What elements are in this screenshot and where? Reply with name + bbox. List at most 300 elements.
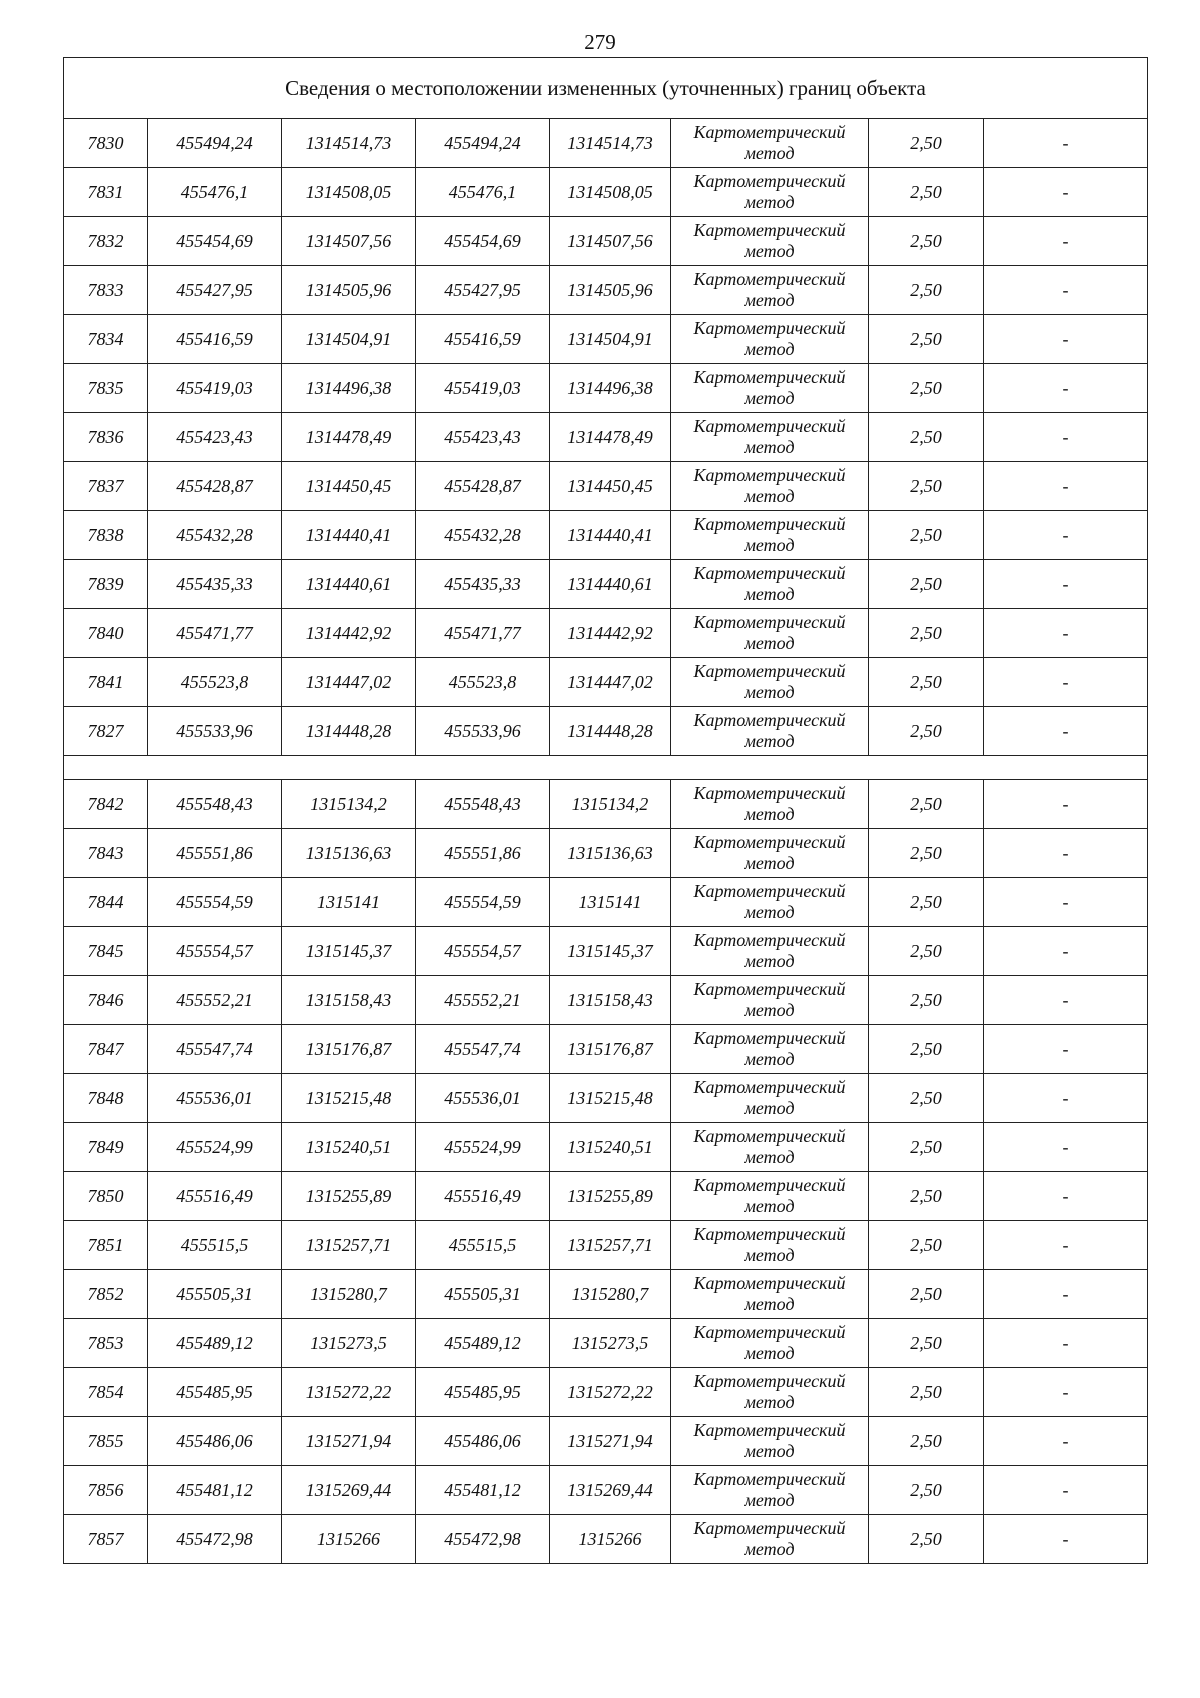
existing-y-cell: 1315271,94 [282, 1417, 416, 1466]
method-cell [671, 1025, 869, 1074]
method-text [693, 661, 845, 703]
method-line: Картометрический [693, 661, 846, 681]
refined-x-cell: 455454,69 [416, 217, 550, 266]
refined-y-cell: 1315280,7 [550, 1270, 671, 1319]
method-cell [671, 1123, 869, 1172]
accuracy-cell: 2,50 [869, 1368, 984, 1417]
point-number-cell: 7854 [64, 1368, 148, 1417]
existing-x-cell: 455423,43 [148, 413, 282, 462]
method-text [693, 1518, 845, 1560]
method-line: Картометрический [693, 1420, 846, 1440]
method-text [693, 465, 845, 507]
existing-x-cell: 455432,28 [148, 511, 282, 560]
table-row [64, 609, 1148, 658]
method-line: метод [744, 388, 795, 408]
note-cell: - [984, 266, 1148, 315]
existing-y-cell: 1315272,22 [282, 1368, 416, 1417]
point-number-cell: 7833 [64, 266, 148, 315]
method-text [693, 1322, 845, 1364]
refined-y-cell: 1315145,37 [550, 927, 671, 976]
method-line: Картометрический [693, 710, 846, 730]
refined-x-cell: 455423,43 [416, 413, 550, 462]
refined-y-cell: 1314478,49 [550, 413, 671, 462]
method-cell [671, 1466, 869, 1515]
note-cell: - [984, 1270, 1148, 1319]
note-cell: - [984, 927, 1148, 976]
refined-x-cell: 455524,99 [416, 1123, 550, 1172]
accuracy-cell: 2,50 [869, 119, 984, 168]
method-line: Картометрический [693, 1028, 846, 1048]
point-number-cell: 7836 [64, 413, 148, 462]
refined-y-cell: 1314450,45 [550, 462, 671, 511]
table-row [64, 829, 1148, 878]
method-text [693, 220, 845, 262]
point-number-cell: 7837 [64, 462, 148, 511]
accuracy-cell: 2,50 [869, 266, 984, 315]
note-cell: - [984, 1074, 1148, 1123]
method-cell [671, 1319, 869, 1368]
point-number-cell: 7852 [64, 1270, 148, 1319]
existing-x-cell: 455554,57 [148, 927, 282, 976]
accuracy-cell: 2,50 [869, 829, 984, 878]
refined-x-cell: 455428,87 [416, 462, 550, 511]
refined-x-cell: 455551,86 [416, 829, 550, 878]
method-line: метод [744, 437, 795, 457]
method-line: метод [744, 143, 795, 163]
refined-y-cell: 1314447,02 [550, 658, 671, 707]
existing-x-cell: 455505,31 [148, 1270, 282, 1319]
existing-y-cell: 1315269,44 [282, 1466, 416, 1515]
table-row [64, 1368, 1148, 1417]
note-cell: - [984, 315, 1148, 364]
method-line: Картометрический [693, 1077, 846, 1097]
table-body [64, 58, 1148, 1564]
refined-x-cell: 455472,98 [416, 1515, 550, 1564]
method-text [693, 1420, 845, 1462]
method-line: метод [744, 902, 795, 922]
refined-y-cell: 1315269,44 [550, 1466, 671, 1515]
point-number-cell: 7831 [64, 168, 148, 217]
method-text [693, 318, 845, 360]
method-text [693, 1371, 845, 1413]
note-cell: - [984, 1319, 1148, 1368]
method-text [693, 269, 845, 311]
method-line: Картометрический [693, 612, 846, 632]
method-line: Картометрический [693, 122, 846, 142]
existing-x-cell: 455489,12 [148, 1319, 282, 1368]
method-cell [671, 609, 869, 658]
method-line: Картометрический [693, 563, 846, 583]
existing-y-cell: 1315240,51 [282, 1123, 416, 1172]
point-number-cell: 7842 [64, 780, 148, 829]
note-cell: - [984, 976, 1148, 1025]
table-row [64, 707, 1148, 756]
method-line: Картометрический [693, 832, 846, 852]
method-text [693, 563, 845, 605]
point-number-cell: 7838 [64, 511, 148, 560]
method-cell [671, 658, 869, 707]
existing-y-cell: 1315215,48 [282, 1074, 416, 1123]
refined-y-cell: 1314440,41 [550, 511, 671, 560]
method-line: метод [744, 192, 795, 212]
method-line: Картометрический [693, 783, 846, 803]
accuracy-cell: 2,50 [869, 1221, 984, 1270]
method-text [693, 1273, 845, 1315]
existing-y-cell: 1314440,41 [282, 511, 416, 560]
method-line: Картометрический [693, 318, 846, 338]
method-cell [671, 364, 869, 413]
accuracy-cell: 2,50 [869, 364, 984, 413]
table-row [64, 927, 1148, 976]
method-line: метод [744, 853, 795, 873]
refined-y-cell: 1314505,96 [550, 266, 671, 315]
refined-x-cell: 455523,8 [416, 658, 550, 707]
method-text [693, 612, 845, 654]
existing-y-cell: 1314514,73 [282, 119, 416, 168]
accuracy-cell: 2,50 [869, 462, 984, 511]
note-cell: - [984, 1025, 1148, 1074]
point-number-cell: 7851 [64, 1221, 148, 1270]
method-line: метод [744, 1539, 795, 1559]
refined-y-cell: 1314507,56 [550, 217, 671, 266]
table-row [64, 976, 1148, 1025]
refined-y-cell: 1315257,71 [550, 1221, 671, 1270]
existing-y-cell: 1314478,49 [282, 413, 416, 462]
method-line: Картометрический [693, 269, 846, 289]
method-cell [671, 1074, 869, 1123]
method-text [693, 514, 845, 556]
accuracy-cell: 2,50 [869, 658, 984, 707]
method-cell [671, 217, 869, 266]
method-cell [671, 511, 869, 560]
table-row [64, 1221, 1148, 1270]
table-row [64, 1123, 1148, 1172]
point-number-cell: 7850 [64, 1172, 148, 1221]
point-number-cell: 7846 [64, 976, 148, 1025]
point-number-cell: 7839 [64, 560, 148, 609]
method-cell [671, 1515, 869, 1564]
method-text [693, 979, 845, 1021]
refined-y-cell: 1315266 [550, 1515, 671, 1564]
existing-y-cell: 1315266 [282, 1515, 416, 1564]
point-number-cell: 7856 [64, 1466, 148, 1515]
refined-y-cell: 1315271,94 [550, 1417, 671, 1466]
table-row [64, 119, 1148, 168]
refined-y-cell: 1314508,05 [550, 168, 671, 217]
method-cell [671, 315, 869, 364]
refined-x-cell: 455516,49 [416, 1172, 550, 1221]
accuracy-cell: 2,50 [869, 413, 984, 462]
existing-x-cell: 455486,06 [148, 1417, 282, 1466]
table-row [64, 266, 1148, 315]
method-line: метод [744, 1245, 795, 1265]
point-number-cell: 7827 [64, 707, 148, 756]
existing-y-cell: 1315145,37 [282, 927, 416, 976]
point-number-cell: 7832 [64, 217, 148, 266]
separator-cell [64, 756, 1148, 780]
method-line: метод [744, 682, 795, 702]
existing-y-cell: 1314447,02 [282, 658, 416, 707]
existing-y-cell: 1315176,87 [282, 1025, 416, 1074]
table-row [64, 780, 1148, 829]
existing-x-cell: 455427,95 [148, 266, 282, 315]
table-row [64, 658, 1148, 707]
refined-x-cell: 455435,33 [416, 560, 550, 609]
existing-y-cell: 1315257,71 [282, 1221, 416, 1270]
method-cell [671, 976, 869, 1025]
existing-y-cell: 1314448,28 [282, 707, 416, 756]
accuracy-cell: 2,50 [869, 1319, 984, 1368]
existing-y-cell: 1314442,92 [282, 609, 416, 658]
refined-x-cell: 455548,43 [416, 780, 550, 829]
note-cell: - [984, 168, 1148, 217]
method-line: метод [744, 731, 795, 751]
method-cell [671, 780, 869, 829]
existing-x-cell: 455428,87 [148, 462, 282, 511]
existing-x-cell: 455471,77 [148, 609, 282, 658]
method-cell [671, 119, 869, 168]
existing-y-cell: 1314504,91 [282, 315, 416, 364]
method-line: Картометрический [693, 416, 846, 436]
refined-x-cell: 455489,12 [416, 1319, 550, 1368]
method-line: Картометрический [693, 979, 846, 999]
accuracy-cell: 2,50 [869, 1025, 984, 1074]
point-number-cell: 7853 [64, 1319, 148, 1368]
method-line: метод [744, 1000, 795, 1020]
note-cell: - [984, 1221, 1148, 1270]
existing-y-cell: 1314508,05 [282, 168, 416, 217]
method-line: Картометрический [693, 1518, 846, 1538]
method-text [693, 1469, 845, 1511]
method-line: метод [744, 1343, 795, 1363]
accuracy-cell: 2,50 [869, 560, 984, 609]
method-text [693, 1077, 845, 1119]
accuracy-cell: 2,50 [869, 168, 984, 217]
method-text [693, 710, 845, 752]
refined-y-cell: 1314440,61 [550, 560, 671, 609]
accuracy-cell: 2,50 [869, 707, 984, 756]
table-row [64, 217, 1148, 266]
refined-y-cell: 1314514,73 [550, 119, 671, 168]
point-number-cell: 7841 [64, 658, 148, 707]
accuracy-cell: 2,50 [869, 1417, 984, 1466]
refined-x-cell: 455536,01 [416, 1074, 550, 1123]
existing-x-cell: 455416,59 [148, 315, 282, 364]
note-cell: - [984, 364, 1148, 413]
method-line: метод [744, 1294, 795, 1314]
existing-x-cell: 455536,01 [148, 1074, 282, 1123]
existing-x-cell: 455435,33 [148, 560, 282, 609]
method-line: метод [744, 339, 795, 359]
method-line: метод [744, 633, 795, 653]
point-number-cell: 7840 [64, 609, 148, 658]
existing-x-cell: 455524,99 [148, 1123, 282, 1172]
note-cell: - [984, 413, 1148, 462]
table-row [64, 1172, 1148, 1221]
method-cell [671, 1221, 869, 1270]
existing-x-cell: 455485,95 [148, 1368, 282, 1417]
refined-x-cell: 455554,59 [416, 878, 550, 927]
existing-y-cell: 1315280,7 [282, 1270, 416, 1319]
method-line: Картометрический [693, 1175, 846, 1195]
method-text [693, 930, 845, 972]
method-text [693, 1175, 845, 1217]
point-number-cell: 7834 [64, 315, 148, 364]
refined-x-cell: 455481,12 [416, 1466, 550, 1515]
refined-y-cell: 1315134,2 [550, 780, 671, 829]
page-number: 279 [584, 30, 616, 54]
method-text [693, 881, 845, 923]
existing-y-cell: 1314450,45 [282, 462, 416, 511]
table-row [64, 1025, 1148, 1074]
existing-y-cell: 1315134,2 [282, 780, 416, 829]
refined-x-cell: 455419,03 [416, 364, 550, 413]
refined-y-cell: 1314496,38 [550, 364, 671, 413]
note-cell: - [984, 609, 1148, 658]
method-line: Картометрический [693, 171, 846, 191]
method-line: метод [744, 584, 795, 604]
method-cell [671, 707, 869, 756]
note-cell: - [984, 829, 1148, 878]
existing-x-cell: 455554,59 [148, 878, 282, 927]
method-line: Картометрический [693, 881, 846, 901]
method-text [693, 171, 845, 213]
existing-x-cell: 455472,98 [148, 1515, 282, 1564]
table-row [64, 1515, 1148, 1564]
refined-x-cell: 455485,95 [416, 1368, 550, 1417]
existing-x-cell: 455523,8 [148, 658, 282, 707]
note-cell: - [984, 462, 1148, 511]
method-text [693, 122, 845, 164]
existing-x-cell: 455548,43 [148, 780, 282, 829]
coordinates-table [63, 57, 1148, 1564]
table-row [64, 1074, 1148, 1123]
method-cell [671, 560, 869, 609]
refined-y-cell: 1315176,87 [550, 1025, 671, 1074]
method-line: метод [744, 1098, 795, 1118]
existing-x-cell: 455494,24 [148, 119, 282, 168]
refined-x-cell: 455505,31 [416, 1270, 550, 1319]
method-text [693, 1126, 845, 1168]
method-line: метод [744, 1196, 795, 1216]
method-line: Картометрический [693, 1273, 846, 1293]
accuracy-cell: 2,50 [869, 217, 984, 266]
refined-y-cell: 1315255,89 [550, 1172, 671, 1221]
method-line: Картометрический [693, 1469, 846, 1489]
existing-y-cell: 1315141 [282, 878, 416, 927]
refined-x-cell: 455515,5 [416, 1221, 550, 1270]
note-cell: - [984, 878, 1148, 927]
note-cell: - [984, 1515, 1148, 1564]
method-text [693, 783, 845, 825]
accuracy-cell: 2,50 [869, 1172, 984, 1221]
refined-y-cell: 1315240,51 [550, 1123, 671, 1172]
refined-y-cell: 1314448,28 [550, 707, 671, 756]
note-cell: - [984, 1466, 1148, 1515]
method-line: метод [744, 290, 795, 310]
accuracy-cell: 2,50 [869, 1466, 984, 1515]
note-cell: - [984, 1368, 1148, 1417]
table-row [64, 511, 1148, 560]
method-text [693, 1224, 845, 1266]
point-number-cell: 7843 [64, 829, 148, 878]
method-line: Картометрический [693, 1126, 846, 1146]
method-line: метод [744, 486, 795, 506]
table-row [64, 1466, 1148, 1515]
refined-x-cell: 455471,77 [416, 609, 550, 658]
method-cell [671, 1270, 869, 1319]
refined-x-cell: 455416,59 [416, 315, 550, 364]
existing-y-cell: 1314496,38 [282, 364, 416, 413]
point-number-cell: 7847 [64, 1025, 148, 1074]
note-cell: - [984, 119, 1148, 168]
table-row [64, 878, 1148, 927]
existing-x-cell: 455551,86 [148, 829, 282, 878]
refined-x-cell: 455427,95 [416, 266, 550, 315]
refined-x-cell: 455552,21 [416, 976, 550, 1025]
note-cell: - [984, 560, 1148, 609]
table-title: Сведения о местоположении измененных (уточненных) границ объекта [64, 58, 1148, 119]
point-number-cell: 7857 [64, 1515, 148, 1564]
accuracy-cell: 2,50 [869, 511, 984, 560]
table-row [64, 413, 1148, 462]
existing-x-cell: 455481,12 [148, 1466, 282, 1515]
method-cell [671, 1368, 869, 1417]
accuracy-cell: 2,50 [869, 1270, 984, 1319]
method-cell [671, 266, 869, 315]
existing-y-cell: 1315136,63 [282, 829, 416, 878]
method-line: Картометрический [693, 1224, 846, 1244]
existing-x-cell: 455515,5 [148, 1221, 282, 1270]
refined-x-cell: 455432,28 [416, 511, 550, 560]
point-number-cell: 7855 [64, 1417, 148, 1466]
table-row [64, 364, 1148, 413]
refined-y-cell: 1315158,43 [550, 976, 671, 1025]
note-cell: - [984, 511, 1148, 560]
method-line: Картометрический [693, 1371, 846, 1391]
method-cell [671, 829, 869, 878]
accuracy-cell: 2,50 [869, 878, 984, 927]
accuracy-cell: 2,50 [869, 315, 984, 364]
note-cell: - [984, 780, 1148, 829]
refined-x-cell: 455476,1 [416, 168, 550, 217]
existing-x-cell: 455476,1 [148, 168, 282, 217]
accuracy-cell: 2,50 [869, 976, 984, 1025]
method-text [693, 367, 845, 409]
existing-y-cell: 1314505,96 [282, 266, 416, 315]
method-line: Картометрический [693, 465, 846, 485]
table-row [64, 462, 1148, 511]
existing-x-cell: 455516,49 [148, 1172, 282, 1221]
table-row [64, 1417, 1148, 1466]
existing-y-cell: 1314507,56 [282, 217, 416, 266]
point-number-cell: 7848 [64, 1074, 148, 1123]
refined-y-cell: 1314442,92 [550, 609, 671, 658]
table-row [64, 560, 1148, 609]
table-title-row [64, 58, 1148, 119]
note-cell: - [984, 1172, 1148, 1221]
accuracy-cell: 2,50 [869, 780, 984, 829]
method-cell [671, 878, 869, 927]
note-cell: - [984, 1417, 1148, 1466]
table-row [64, 1270, 1148, 1319]
note-cell: - [984, 1123, 1148, 1172]
refined-y-cell: 1315273,5 [550, 1319, 671, 1368]
method-line: метод [744, 951, 795, 971]
method-line: метод [744, 1049, 795, 1069]
method-text [693, 1028, 845, 1070]
method-line: метод [744, 241, 795, 261]
